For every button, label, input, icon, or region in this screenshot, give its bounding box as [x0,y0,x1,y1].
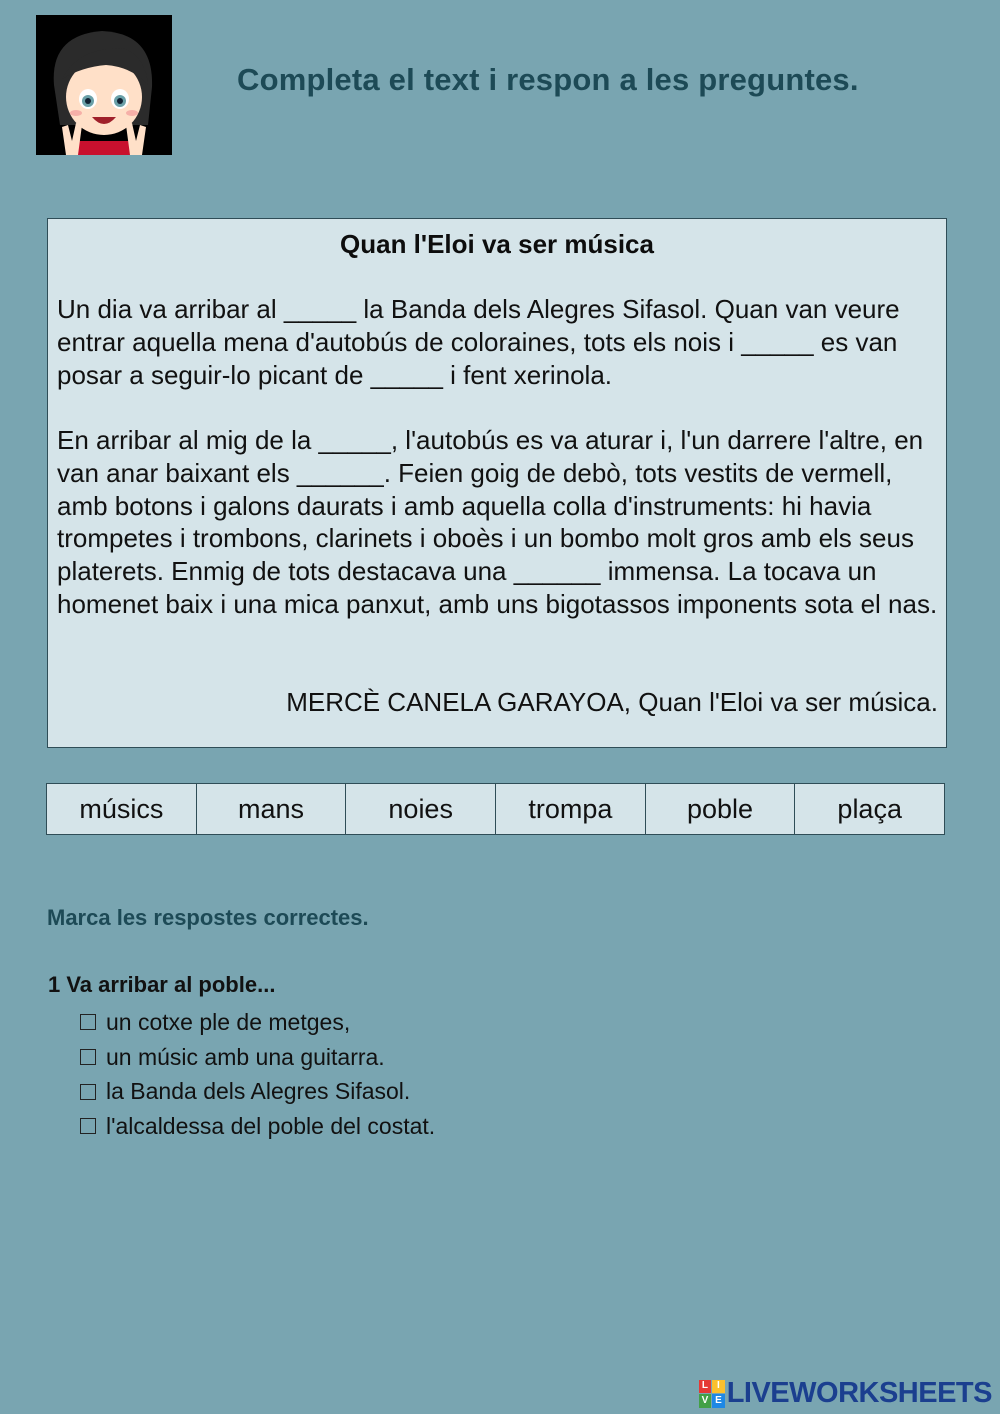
word-bank-item[interactable]: plaça [837,793,902,824]
answer-option[interactable] [80,1005,435,1040]
liveworksheets-logo[interactable] [699,1377,992,1410]
logo-mark-icon [699,1380,725,1408]
avatar [36,15,172,155]
word-bank-item[interactable]: trompa [496,784,646,834]
logo-letter: L [699,1380,712,1394]
checkbox[interactable] [80,1118,96,1134]
answer-option[interactable] [80,1074,435,1109]
reading-title: Quan l'Eloi va ser música [340,229,654,259]
word-bank-item[interactable]: poble [646,784,796,834]
answer-option-label: l'alcaldessa del poble del costat. [106,1112,436,1139]
quiz-instruction: Marca les respostes correctes. [47,905,369,930]
answer-option-label: un músic amb una guitarra. [106,1043,385,1070]
reading-paragraph-1: Un dia va arribar al _____ la Banda dels Alegres Sifasol. Quan van veure entrar aquella mena d'autobús de coloraines, tots els nois i _____ es van posar a seguir-lo picant de _____ i fent xerinola. [57,294,900,390]
author-citation: MERCÈ CANELA GARAYOA, Quan l'Eloi va ser música. [286,687,938,717]
logo-letter: V [699,1394,712,1408]
answer-option-label: la Banda dels Alegres Sifasol. [106,1078,411,1105]
question-1-prompt: 1 Va arribar al poble... [48,972,276,997]
checkbox[interactable] [80,1014,96,1030]
page-title: Completa el text i respon a les preguntes. [237,62,859,97]
word-bank-item[interactable]: mans [197,784,347,834]
logo-letter: I [712,1380,725,1394]
reading-text-box [47,218,947,748]
word-bank [46,783,945,835]
girl-avatar-icon [36,15,172,155]
logo-text: LIVEWORKSHEETS [726,1377,992,1409]
answer-option[interactable] [80,1109,435,1144]
answer-option[interactable] [80,1040,435,1075]
reading-paragraph-2: En arribar al mig de la _____, l'autobús es va aturar i, l'un darrere l'altre, en van anar baixant els ______. Feien goig de debò, tots vestits de vermell, amb botons i galons daurats i amb aquella colla d'instruments: hi havia trompetes i trombons, clarinets i oboès i un bombo molt gros amb els seus platerets. Enmig de tots destacava una ______ immensa. La tocava un homenet baix i una mica panxut, amb uns bigotassos imponents sota el nas. [57,425,938,619]
word-bank-item[interactable]: músics [47,784,197,834]
answer-option-label: un cotxe ple de metges, [106,1008,351,1035]
word-bank-item[interactable]: noies [346,784,496,834]
question-1-options [80,1005,435,1144]
checkbox[interactable] [80,1084,96,1100]
checkbox[interactable] [80,1049,96,1065]
logo-letter: E [712,1394,725,1408]
